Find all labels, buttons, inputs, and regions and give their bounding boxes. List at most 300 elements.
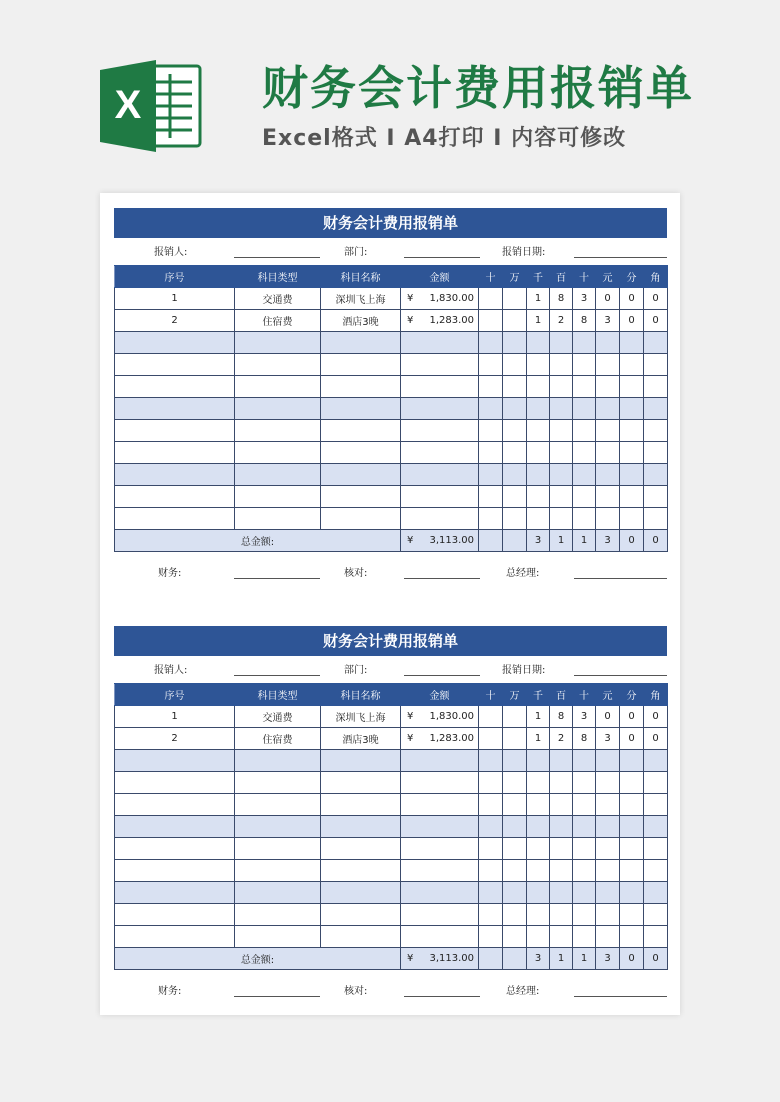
empty-cell[interactable] [479,794,503,816]
empty-cell[interactable] [401,750,479,772]
empty-cell[interactable] [573,420,596,442]
empty-cell[interactable] [115,354,235,376]
cell-digit[interactable]: 0 [644,706,668,728]
empty-cell[interactable] [620,508,644,530]
empty-cell[interactable] [235,486,321,508]
empty-cell[interactable] [503,926,527,948]
empty-cell[interactable] [115,926,235,948]
cell-name[interactable]: 酒店3晚 [321,728,401,750]
department-label: 部门: [344,665,368,676]
empty-cell[interactable] [527,860,550,882]
cell-digit[interactable]: 0 [644,288,668,310]
empty-cell[interactable] [115,486,235,508]
empty-cell[interactable] [479,860,503,882]
table-row [115,794,668,816]
empty-cell[interactable] [527,376,550,398]
empty-cell[interactable] [596,486,620,508]
amount-value: 1,283.00 [429,733,474,744]
cell-name[interactable]: 酒店3晚 [321,310,401,332]
cell-digit[interactable]: 3 [573,706,596,728]
empty-cell[interactable] [644,794,668,816]
total-digit: 3 [527,530,550,552]
empty-cell[interactable] [321,838,401,860]
empty-cell[interactable] [479,354,503,376]
finance-signature-field[interactable] [234,996,320,997]
empty-cell[interactable] [573,838,596,860]
empty-cell[interactable] [321,442,401,464]
empty-cell[interactable] [620,772,644,794]
date-field[interactable] [574,675,667,676]
department-field[interactable] [404,675,480,676]
empty-cell[interactable] [550,750,573,772]
table-row [115,486,668,508]
empty-cell[interactable] [321,882,401,904]
empty-cell[interactable] [503,398,527,420]
empty-cell[interactable] [235,442,321,464]
empty-cell[interactable] [644,750,668,772]
empty-cell[interactable] [527,816,550,838]
empty-cell[interactable] [503,838,527,860]
empty-cell[interactable] [573,926,596,948]
empty-cell[interactable] [401,794,479,816]
empty-cell[interactable] [644,838,668,860]
empty-cell[interactable] [321,398,401,420]
empty-cell[interactable] [620,904,644,926]
cell-no[interactable]: 1 [115,288,235,310]
empty-cell[interactable] [573,376,596,398]
cell-no[interactable]: 2 [115,728,235,750]
amount-value: 1,283.00 [429,315,474,326]
manager-signature-field[interactable] [574,996,667,997]
empty-cell[interactable] [401,420,479,442]
empty-cell[interactable] [644,420,668,442]
cell-digit[interactable]: 0 [596,706,620,728]
empty-cell[interactable] [115,904,235,926]
empty-cell[interactable] [596,794,620,816]
empty-cell[interactable] [479,398,503,420]
empty-cell[interactable] [644,398,668,420]
empty-cell[interactable] [321,794,401,816]
empty-cell[interactable] [596,398,620,420]
empty-cell[interactable] [550,816,573,838]
empty-cell[interactable] [527,442,550,464]
cell-digit[interactable]: 3 [573,288,596,310]
empty-cell[interactable] [596,750,620,772]
empty-cell[interactable] [596,838,620,860]
empty-cell[interactable] [550,486,573,508]
empty-cell[interactable] [503,332,527,354]
empty-cell[interactable] [620,398,644,420]
empty-cell[interactable] [321,904,401,926]
empty-cell[interactable] [573,750,596,772]
empty-cell[interactable] [620,860,644,882]
empty-cell[interactable] [401,772,479,794]
empty-cell[interactable] [235,904,321,926]
empty-cell[interactable] [503,882,527,904]
table-row [115,816,668,838]
empty-cell[interactable] [321,376,401,398]
empty-cell[interactable] [596,354,620,376]
empty-cell[interactable] [527,486,550,508]
empty-cell[interactable] [235,816,321,838]
total-digit: 1 [573,530,596,552]
empty-cell[interactable] [401,926,479,948]
empty-cell[interactable] [527,508,550,530]
empty-cell[interactable] [115,332,235,354]
empty-cell[interactable] [644,508,668,530]
cell-amount[interactable] [401,288,479,310]
empty-cell[interactable] [573,904,596,926]
empty-cell[interactable] [527,750,550,772]
empty-cell[interactable] [115,860,235,882]
empty-cell[interactable] [321,508,401,530]
empty-cell[interactable] [596,772,620,794]
empty-cell[interactable] [479,926,503,948]
reviewer-signature-field[interactable] [404,996,480,997]
empty-cell[interactable] [596,508,620,530]
empty-cell[interactable] [644,354,668,376]
empty-cell[interactable] [235,464,321,486]
empty-cell[interactable] [401,398,479,420]
empty-cell[interactable] [321,420,401,442]
empty-cell[interactable] [235,838,321,860]
empty-cell[interactable] [644,464,668,486]
empty-cell[interactable] [550,508,573,530]
empty-cell[interactable] [235,926,321,948]
empty-cell[interactable] [527,882,550,904]
empty-cell[interactable] [550,442,573,464]
empty-cell[interactable] [644,376,668,398]
empty-cell[interactable] [620,420,644,442]
cell-type[interactable]: 交通费 [235,288,321,310]
cell-digit[interactable]: 0 [620,310,644,332]
empty-cell[interactable] [115,838,235,860]
empty-cell[interactable] [235,508,321,530]
department-label: 部门: [344,247,368,258]
column-header: 千 [527,266,550,288]
total-digit [479,530,503,552]
empty-cell[interactable] [321,464,401,486]
empty-cell[interactable] [503,772,527,794]
empty-cell[interactable] [550,926,573,948]
empty-cell[interactable] [115,376,235,398]
empty-cell[interactable] [235,860,321,882]
empty-cell[interactable] [550,772,573,794]
empty-cell[interactable] [620,838,644,860]
cell-digit[interactable]: 3 [596,310,620,332]
table-row [115,772,668,794]
empty-cell[interactable] [527,904,550,926]
empty-cell[interactable] [644,860,668,882]
empty-cell[interactable] [620,794,644,816]
empty-cell[interactable] [235,398,321,420]
empty-cell[interactable] [115,772,235,794]
empty-cell[interactable] [573,398,596,420]
empty-cell[interactable] [620,442,644,464]
empty-cell[interactable] [573,794,596,816]
empty-cell[interactable] [401,376,479,398]
empty-cell[interactable] [235,376,321,398]
empty-cell[interactable] [235,420,321,442]
empty-cell[interactable] [115,420,235,442]
empty-cell[interactable] [527,794,550,816]
cell-digit[interactable] [479,288,503,310]
empty-cell[interactable] [503,442,527,464]
cell-type[interactable]: 交通费 [235,706,321,728]
cell-digit[interactable]: 8 [550,288,573,310]
empty-cell[interactable] [620,486,644,508]
empty-cell[interactable] [620,882,644,904]
cell-digit[interactable]: 0 [620,288,644,310]
cell-digit[interactable]: 0 [644,310,668,332]
empty-cell[interactable] [321,354,401,376]
empty-cell[interactable] [115,882,235,904]
cell-amount[interactable] [401,728,479,750]
empty-cell[interactable] [321,772,401,794]
empty-cell[interactable] [479,486,503,508]
column-header: 序号 [115,266,235,288]
cell-digit[interactable]: 2 [550,310,573,332]
empty-cell[interactable] [527,354,550,376]
cell-type[interactable]: 住宿费 [235,728,321,750]
empty-cell[interactable] [503,464,527,486]
empty-cell[interactable] [644,442,668,464]
cell-no[interactable]: 1 [115,706,235,728]
cell-digit[interactable]: 8 [550,706,573,728]
empty-cell[interactable] [596,332,620,354]
empty-cell[interactable] [573,816,596,838]
empty-cell[interactable] [550,904,573,926]
empty-cell[interactable] [479,332,503,354]
empty-cell[interactable] [503,794,527,816]
cell-digit[interactable] [479,310,503,332]
empty-cell[interactable] [620,354,644,376]
empty-cell[interactable] [115,816,235,838]
empty-cell[interactable] [550,354,573,376]
empty-cell[interactable] [401,860,479,882]
empty-cell[interactable] [596,860,620,882]
empty-cell[interactable] [401,486,479,508]
empty-cell[interactable] [503,354,527,376]
empty-cell[interactable] [115,464,235,486]
cell-name[interactable]: 深圳飞上海 [321,288,401,310]
empty-cell[interactable] [596,904,620,926]
cell-type[interactable]: 住宿费 [235,310,321,332]
empty-cell[interactable] [479,376,503,398]
empty-cell[interactable] [401,904,479,926]
empty-cell[interactable] [479,750,503,772]
cell-digit[interactable]: 0 [620,728,644,750]
empty-cell[interactable] [115,508,235,530]
empty-cell[interactable] [321,486,401,508]
empty-cell[interactable] [644,904,668,926]
total-digit [503,948,527,970]
cell-digit[interactable] [503,288,527,310]
empty-cell[interactable] [596,420,620,442]
empty-cell[interactable] [527,838,550,860]
empty-cell[interactable] [620,376,644,398]
empty-cell[interactable] [479,420,503,442]
empty-cell[interactable] [479,772,503,794]
empty-cell[interactable] [235,750,321,772]
cell-digit[interactable]: 0 [644,728,668,750]
empty-cell[interactable] [550,398,573,420]
empty-cell[interactable] [503,816,527,838]
cell-digit[interactable]: 1 [527,288,550,310]
cell-digit[interactable]: 8 [573,728,596,750]
empty-cell[interactable] [573,486,596,508]
empty-cell[interactable] [115,794,235,816]
empty-cell[interactable] [573,882,596,904]
empty-cell[interactable] [235,332,321,354]
empty-cell[interactable] [644,486,668,508]
empty-cell[interactable] [620,750,644,772]
cell-digit[interactable] [503,728,527,750]
empty-cell[interactable] [596,882,620,904]
claimant-field[interactable] [234,257,320,258]
table-row [115,882,668,904]
empty-cell[interactable] [503,860,527,882]
cell-digit[interactable]: 1 [527,310,550,332]
empty-cell[interactable] [550,794,573,816]
cell-digit[interactable] [479,728,503,750]
empty-cell[interactable] [620,926,644,948]
empty-cell[interactable] [503,750,527,772]
cell-digit[interactable]: 2 [550,728,573,750]
empty-cell[interactable] [644,332,668,354]
cell-amount[interactable] [401,706,479,728]
empty-cell[interactable] [596,816,620,838]
empty-cell[interactable] [527,926,550,948]
empty-cell[interactable] [503,486,527,508]
empty-cell[interactable] [235,354,321,376]
empty-cell[interactable] [573,442,596,464]
empty-cell[interactable] [503,904,527,926]
empty-cell[interactable] [321,332,401,354]
empty-cell[interactable] [401,882,479,904]
total-digit: 0 [644,948,668,970]
empty-cell[interactable] [401,838,479,860]
empty-cell[interactable] [479,442,503,464]
empty-cell[interactable] [321,926,401,948]
cell-digit[interactable]: 1 [527,728,550,750]
cell-digit[interactable]: 0 [620,706,644,728]
empty-cell[interactable] [235,882,321,904]
amount-value: 3,113.00 [429,953,474,964]
empty-cell[interactable] [321,750,401,772]
empty-cell[interactable] [644,772,668,794]
empty-cell[interactable] [401,442,479,464]
empty-cell[interactable] [503,508,527,530]
cell-digit[interactable] [503,310,527,332]
empty-cell[interactable] [573,464,596,486]
empty-cell[interactable] [115,398,235,420]
cell-digit[interactable] [479,706,503,728]
reviewer-signature-field[interactable] [404,578,480,579]
cell-digit[interactable]: 3 [596,728,620,750]
manager-label: 总经理: [506,568,540,579]
empty-cell[interactable] [644,816,668,838]
empty-cell[interactable] [596,464,620,486]
department-field[interactable] [404,257,480,258]
empty-cell[interactable] [401,354,479,376]
empty-cell[interactable] [550,332,573,354]
date-field[interactable] [574,257,667,258]
empty-cell[interactable] [479,816,503,838]
empty-cell[interactable] [503,420,527,442]
empty-cell[interactable] [479,508,503,530]
empty-cell[interactable] [550,464,573,486]
empty-cell[interactable] [573,354,596,376]
column-header: 元 [596,266,620,288]
cell-digit[interactable] [503,706,527,728]
empty-cell[interactable] [620,464,644,486]
empty-cell[interactable] [115,442,235,464]
empty-cell[interactable] [527,772,550,794]
cell-digit[interactable]: 1 [527,706,550,728]
empty-cell[interactable] [596,376,620,398]
column-header: 元 [596,684,620,706]
empty-cell[interactable] [620,816,644,838]
empty-cell[interactable] [573,772,596,794]
empty-cell[interactable] [503,376,527,398]
cell-digit[interactable]: 8 [573,310,596,332]
empty-cell[interactable] [115,750,235,772]
empty-cell[interactable] [620,332,644,354]
total-label: 总金额: [115,948,401,970]
empty-cell[interactable] [401,464,479,486]
empty-cell[interactable] [573,860,596,882]
column-header: 百 [550,266,573,288]
empty-cell[interactable] [479,838,503,860]
empty-cell[interactable] [401,816,479,838]
empty-cell[interactable] [479,882,503,904]
empty-cell[interactable] [321,860,401,882]
empty-cell[interactable] [596,442,620,464]
empty-cell[interactable] [644,882,668,904]
empty-cell[interactable] [550,420,573,442]
empty-cell[interactable] [401,332,479,354]
empty-cell[interactable] [235,794,321,816]
empty-cell[interactable] [527,464,550,486]
empty-cell[interactable] [527,420,550,442]
cell-name[interactable]: 深圳飞上海 [321,706,401,728]
cell-digit[interactable]: 0 [596,288,620,310]
cell-no[interactable]: 2 [115,310,235,332]
empty-cell[interactable] [479,904,503,926]
claimant-field[interactable] [234,675,320,676]
empty-cell[interactable] [550,882,573,904]
cell-amount[interactable] [401,310,479,332]
finance-signature-field[interactable] [234,578,320,579]
empty-cell[interactable] [479,464,503,486]
empty-cell[interactable] [550,376,573,398]
empty-cell[interactable] [527,332,550,354]
empty-cell[interactable] [527,398,550,420]
manager-signature-field[interactable] [574,578,667,579]
empty-cell[interactable] [321,816,401,838]
empty-cell[interactable] [401,508,479,530]
empty-cell[interactable] [550,838,573,860]
empty-cell[interactable] [644,926,668,948]
table-row [115,288,668,310]
empty-cell[interactable] [573,508,596,530]
empty-cell[interactable] [550,860,573,882]
empty-cell[interactable] [235,772,321,794]
empty-cell[interactable] [596,926,620,948]
date-label: 报销日期: [502,247,546,258]
empty-cell[interactable] [573,332,596,354]
